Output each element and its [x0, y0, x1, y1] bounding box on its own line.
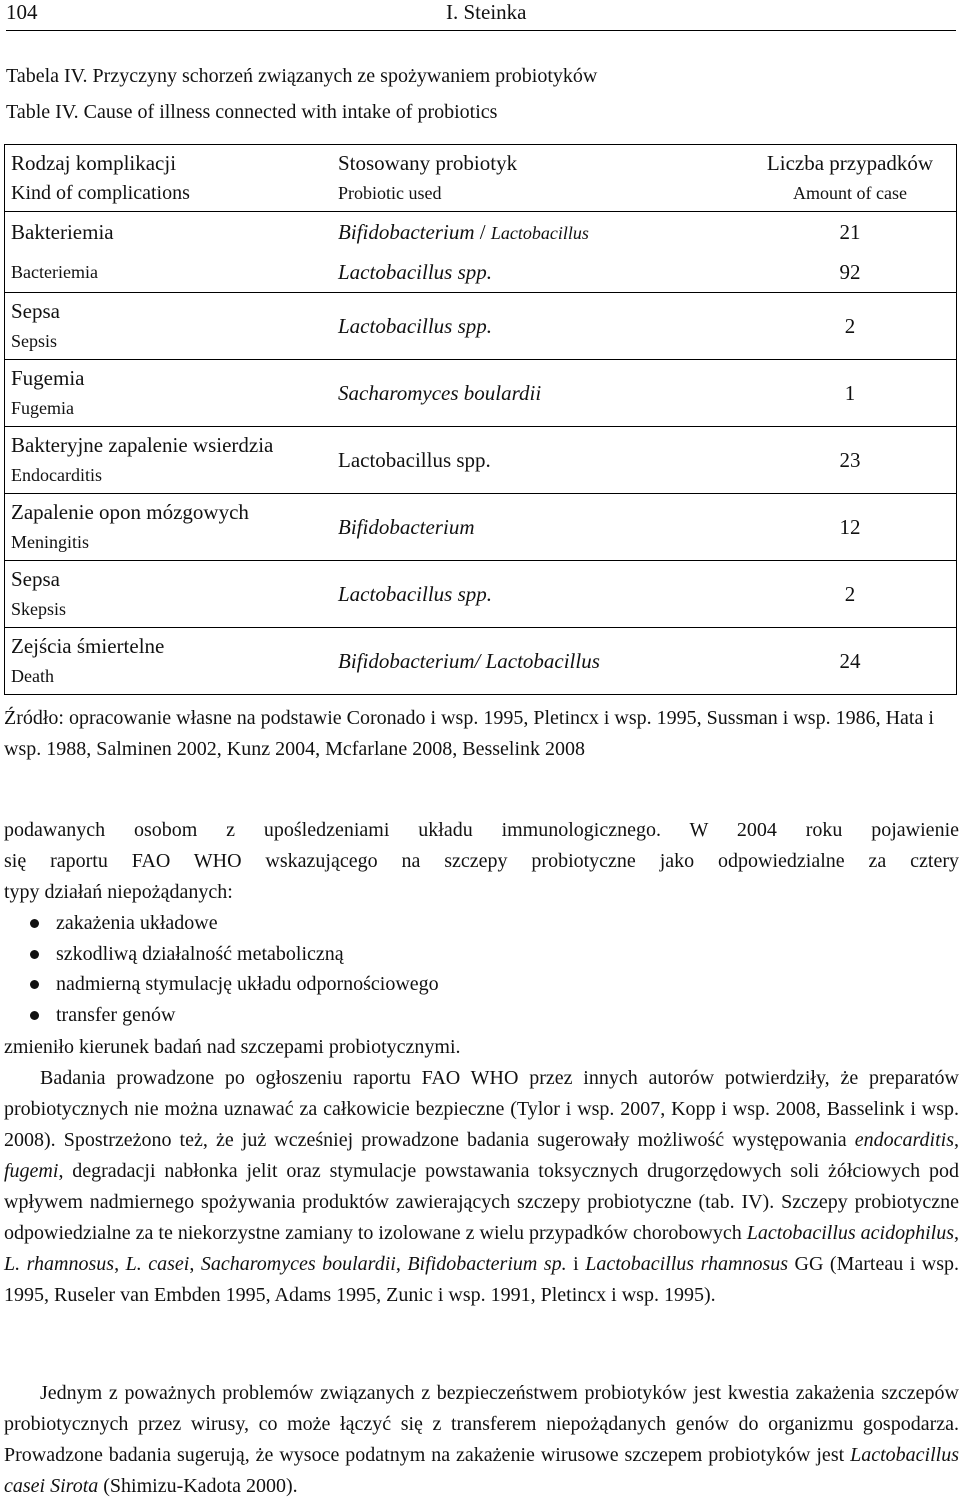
paragraph-1: podawanych osobom z upośledzeniami układu immunologicznego. W 2004 roku pojawienie się raportu FAO WHO wskazującego na szczepy probiotyczne jako odpowiedzialne za cztery typy działań niepożądanych: — [4, 819, 959, 903]
probiotic-cell: Lactobacillus spp. — [338, 447, 491, 472]
count-cell: 21 — [839, 219, 861, 244]
complication-cell-en: Meningitis — [11, 532, 90, 552]
complication-cell-en: Endocarditis — [11, 465, 102, 485]
count-cell: 1 — [844, 380, 856, 405]
table-row — [5, 494, 957, 561]
probiotic-cell: Bifidobacterium/ Lactobacillus — [338, 648, 600, 673]
after-list-text: zmieniło kierunek badań nad szczepami probiotycznymi. — [4, 1036, 461, 1058]
paragraph-3: Jednym z poważnych problemów związanych z bezpieczeństwem probiotyków jest kwestia zakażenia szczepów probiotycznych przez wirusy, co może łączyć się z transferem niepożądanych genów do organizmu gospodarza. Prowadzone badania sugerują, że wysoce podatnym na zakażenie wirusowe szczepem probiotyków jest Lactobacillus casei Sirota (Shimizu-Kadota 2000). — [4, 1382, 959, 1497]
header-probiotic: Stosowany probiotyk Probiotic used — [338, 151, 518, 203]
table-source-note: Źródło: opracowanie własne na podstawie Coronado i wsp. 1995, Pletincx i wsp. 1995, Sussman i wsp. 1986, Hata i wsp. 1988, Salminen 2002, Kunz 2004, Mcfarlane 2008, Besselink 2008 — [4, 707, 934, 760]
list-item: transfer genów — [4, 1000, 604, 1031]
probiotic-cell: Lactobacillus spp. — [338, 581, 493, 606]
complication-cell-pl: Bakteryjne zapalenie wsierdzia — [11, 433, 274, 457]
table-row — [5, 561, 957, 628]
probiotic-cell: Lactobacillus spp. — [338, 313, 493, 338]
table-header-row — [5, 145, 957, 212]
count-cell: 92 — [839, 259, 861, 284]
count-cell: 2 — [844, 581, 856, 606]
complication-cell: Bacteriemia — [11, 262, 98, 282]
complications-table — [4, 144, 957, 695]
table-row — [5, 293, 957, 360]
list-item: zakażenia układowe — [4, 908, 604, 939]
count-cell: 12 — [839, 514, 861, 539]
complication-cell-pl: Zapalenie opon mózgowych — [11, 500, 249, 524]
probiotic-cell: Bifidobacterium / Lactobacillus — [328, 212, 744, 253]
complication-cell-en: Death — [11, 666, 54, 686]
complication-cell-en: Sepsis — [11, 331, 58, 351]
probiotic-cell: Bifidobacterium — [338, 514, 475, 539]
page-number: 104 — [6, 0, 38, 24]
table-caption-pl: Tabela IV. Przyczyny schorzeń związanych ze spożywaniem probiotyków — [6, 65, 598, 87]
complication-cell-pl: Fugemia — [11, 366, 85, 390]
table-row — [5, 252, 957, 293]
list-item: nadmierną stymulację układu odpornościowego — [4, 969, 604, 1000]
bullet-icon — [30, 950, 39, 959]
table-row — [5, 360, 957, 427]
bullet-icon — [30, 980, 39, 989]
table-row — [5, 628, 957, 695]
table-row — [5, 212, 957, 253]
count-cell: 24 — [839, 648, 861, 673]
count-cell: 23 — [839, 447, 861, 472]
bullet-icon — [30, 919, 39, 928]
header-complication: Rodzaj komplikacji Kind of complications — [11, 151, 190, 204]
complication-cell: Bakteriemia — [11, 219, 114, 244]
probiotic-cell: Lactobacillus spp. — [338, 259, 493, 284]
bullet-list — [4, 908, 604, 1030]
complication-cell-en: Skepsis — [11, 599, 67, 619]
table-row — [5, 427, 957, 494]
complication-cell-en: Fugemia — [11, 398, 74, 418]
count-cell: 2 — [844, 313, 856, 338]
complication-cell-pl: Sepsa — [11, 567, 60, 591]
complication-cell-pl: Zejścia śmiertelne — [11, 634, 165, 658]
complication-cell-pl: Sepsa — [11, 299, 60, 323]
running-title: I. Steinka — [446, 0, 527, 24]
header-count: Liczba przypadków Amount of case — [766, 151, 934, 203]
list-item: szkodliwą działalność metaboliczną — [4, 939, 604, 970]
bullet-icon — [30, 1011, 39, 1020]
page-header — [6, 0, 956, 31]
paragraph-2: Badania prowadzone po ogłoszeniu raportu FAO WHO przez innych autorów potwierdziły, że preparatów probiotycznych nie można uznawać za całkowicie bezpieczne (Tylor i wsp. 2007, Kopp i wsp. 2008, Basselink i wsp. 2008). Spostrzeżono też, że już wcześniej prowadzone badania sugerowały możliwość występowania endocarditis, fugemi, degradacji nabłonka jelit oraz stymulacje powstawania toksycznych drugorzędowych soli żółciowych pod wpływem nadmiernego spożywania produktów zawierających szczepy probiotyczne (tab. IV). Szczepy probiotyczne odpowiedzialne za te niekorzystne zamiany to izolowane z wielu przypadków chorobowych Lactobacillus acidophilus, L. rhamnosus, L. casei, Sacharomyces boulardii, Bifidobacterium sp. i Lactobacillus rhamnosus GG (Marteau i wsp. 1995, Ruseler van Embden 1995, Adams 1995, Zunic i wsp. 1991, Pletincx i wsp. 1995). — [4, 1067, 960, 1306]
table-caption-en: Table IV. Cause of illness connected with intake of probiotics — [6, 101, 498, 123]
probiotic-cell: Sacharomyces boulardii — [338, 380, 542, 405]
